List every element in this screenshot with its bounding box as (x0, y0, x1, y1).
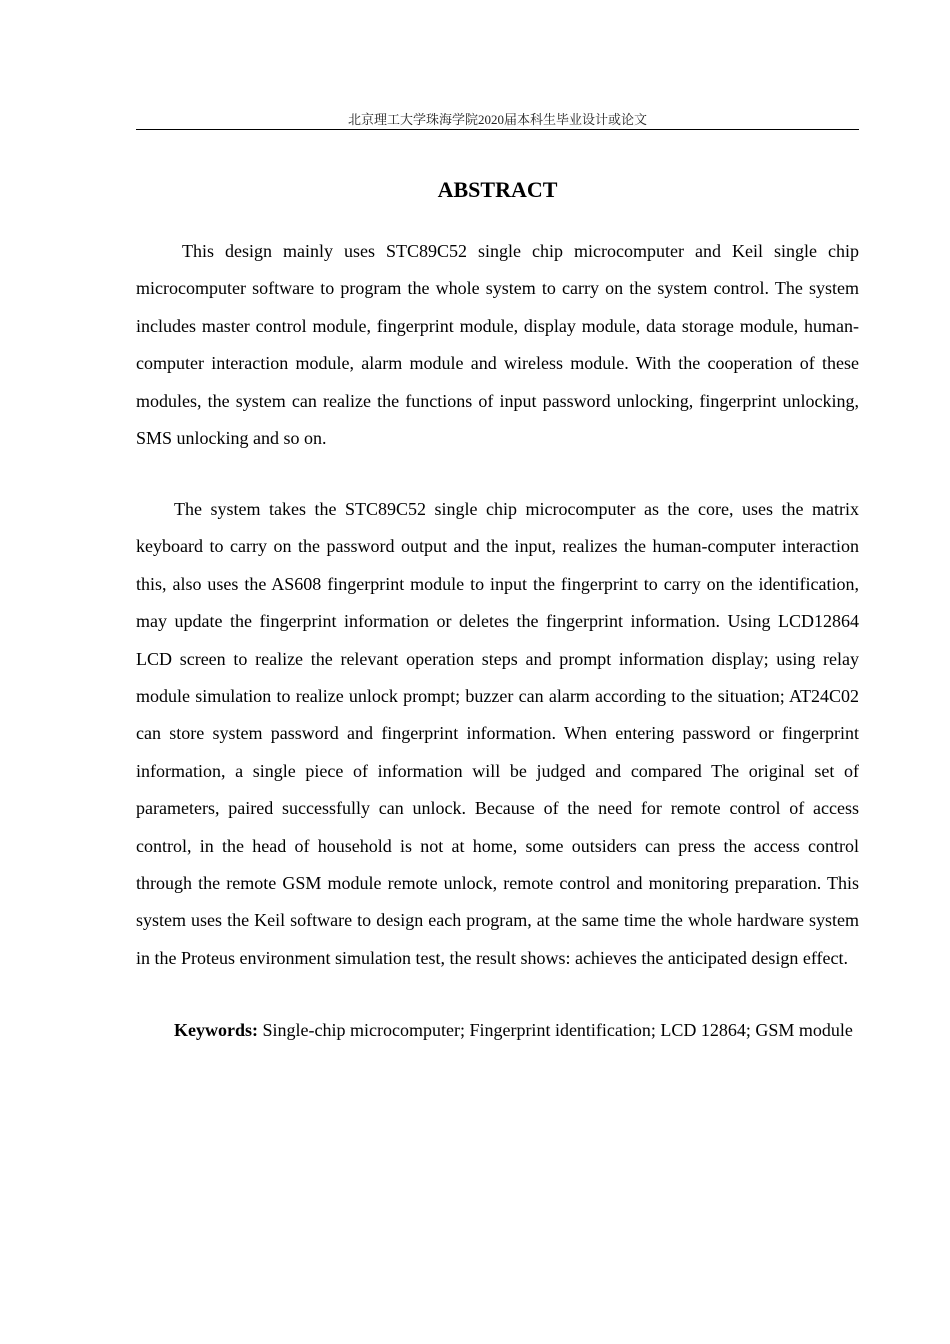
keywords-line (136, 1012, 859, 1049)
abstract-paragraph-1: This design mainly uses STC89C52 single chip microcomputer and Keil single chip microcomputer software to program the whole system to carry on the system control. The system includes master control module, fingerprint module, display module, data storage module, human-computer interaction module, alarm module and wireless module. With the cooperation of these modules, the system can realize the functions of input password unlocking, fingerprint unlocking, SMS unlocking and so on. (136, 241, 859, 449)
abstract-paragraph-2: The system takes the STC89C52 single chip microcomputer as the core, uses the matrix keyboard to carry on the password output and the input, realizes the human-computer interaction this, also uses the AS608 fingerprint module to input the fingerprint to carry on the identification, may update the fingerprint information or deletes the fingerprint information. Using LCD12864 LCD screen to realize the relevant operation steps and prompt information display; using relay module simulation to realize unlock prompt; buzzer can alarm according to the situation; AT24C02 can store system password and fingerprint information. When entering password or fingerprint information, a single piece of information will be judged and compared The original set of parameters, paired successfully can unlock. Because of the need for remote control of access control, in the head of household is not at home, some outsiders can press the access control through the remote GSM module remote unlock, remote control and monitoring preparation. This system uses the Keil software to design each program, at the same time the whole hardware system in the Proteus environment simulation test, the result shows: achieves the anticipated design effect. (136, 499, 859, 968)
abstract-title: ABSTRACT (437, 177, 558, 202)
keywords-label: Keywords: (174, 1020, 258, 1040)
header-divider (136, 129, 859, 130)
keywords-text: Single-chip microcomputer; Fingerprint identification; LCD 12864; GSM module (262, 1020, 853, 1040)
page-header: 北京理工大学珠海学院2020届本科生毕业设计或论文 (347, 112, 647, 127)
